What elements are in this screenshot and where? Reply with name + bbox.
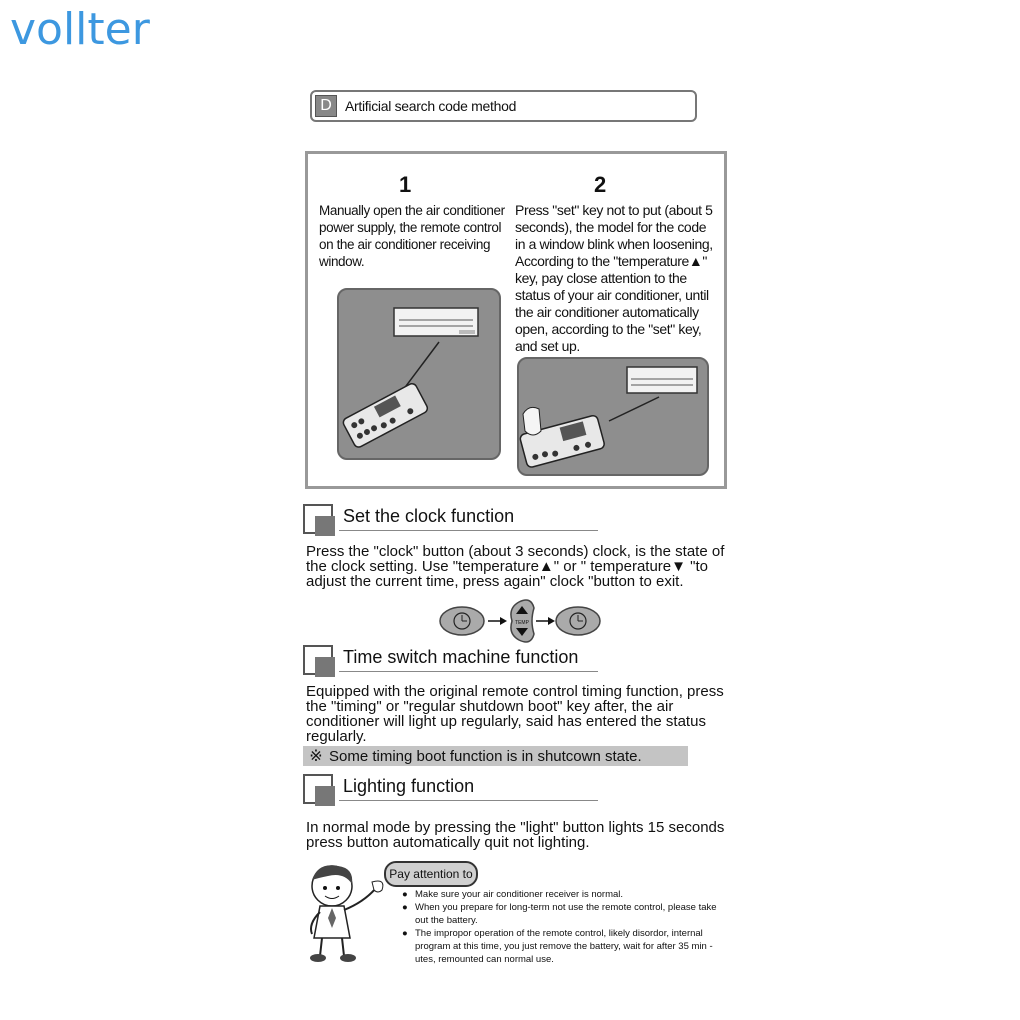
lighting-function-text: In normal mode by pressing the "light" button lights 15 seconds press button automatically quit not lighting. [306,819,725,851]
pay-attention-badge: Pay attention to [384,861,478,887]
clock-temp-diagram [438,598,628,644]
temp-label: TEMP [515,620,529,626]
steps-panel [305,151,727,489]
cartoon-boy-icon [298,858,390,968]
step-1-text: Manually open the air conditioner power supply, the remote control on the air conditioner receiving window. [319,203,505,269]
bullet-icon: ● [402,928,408,939]
timer-function-title: Time switch machine function [343,647,579,667]
clock-function-title: Set the clock function [343,506,515,526]
clock-header-box-fill [315,516,335,536]
timer-header-rule [339,671,598,672]
tip-item [402,901,727,927]
step-2-number: 2 [594,172,607,197]
bullet-icon: ● [402,902,408,913]
tip-item [402,888,727,901]
lighting-header-box-fill [315,786,335,806]
timer-function-text: Equipped with the original remote control timing function, press the "timing" or "regular shutdown boot" key after, the air conditioner will light up regularly, said has entered the status regularly. [306,683,724,745]
clock-header-rule [339,530,598,531]
illustration-set-key [517,357,709,476]
illustration-remote-to-ac [337,288,501,460]
clock-function-header [303,504,598,532]
clock-function-text: Press the "clock" button (about 3 seconds) clock, is the state of the clock setting. Use "temperature▲" or " temperature▼ "to adjust the current time, press again" clock "button to exit. [306,543,725,590]
step-2-text: Press "set" key not to put (about 5 seconds), the model for the code in a window blink when loosening, According to the "temperature▲" key, pay close attention to the status of your air conditioner, until the air conditioner automatically open, according to the "set" key, and set up. [515,202,713,354]
tip-item [402,927,727,966]
lighting-function-header [303,774,598,802]
timer-note [303,746,688,766]
timer-note-text: Some timing boot function is in shutcown state. [329,747,642,765]
set-key-drawing [519,359,707,474]
timer-function-header [303,645,598,673]
timer-header-box-fill [315,657,335,677]
asterisk-icon: ※ [309,748,323,765]
section-letter: D [315,95,337,117]
section-title: Artificial search code method [345,98,517,114]
lighting-function-title: Lighting function [343,776,475,796]
step-1-number: 1 [399,172,412,197]
tip-text: The impropor operation of the remote control, likely disordor, internal program at this time, you just remove the battery, wait for after 35 min -utes, remounted can normal use. [415,928,713,965]
section-header [310,90,697,122]
attention-tips [402,888,727,966]
tip-text: When you prepare for long-term not use the remote control, please take out the battery. [415,902,717,926]
watermark: vollter [10,4,150,55]
tip-text: Make sure your air conditioner receiver is normal. [415,889,624,900]
lighting-header-rule [339,800,598,801]
ac-remote-drawing [339,290,499,458]
bullet-icon: ● [402,889,408,900]
